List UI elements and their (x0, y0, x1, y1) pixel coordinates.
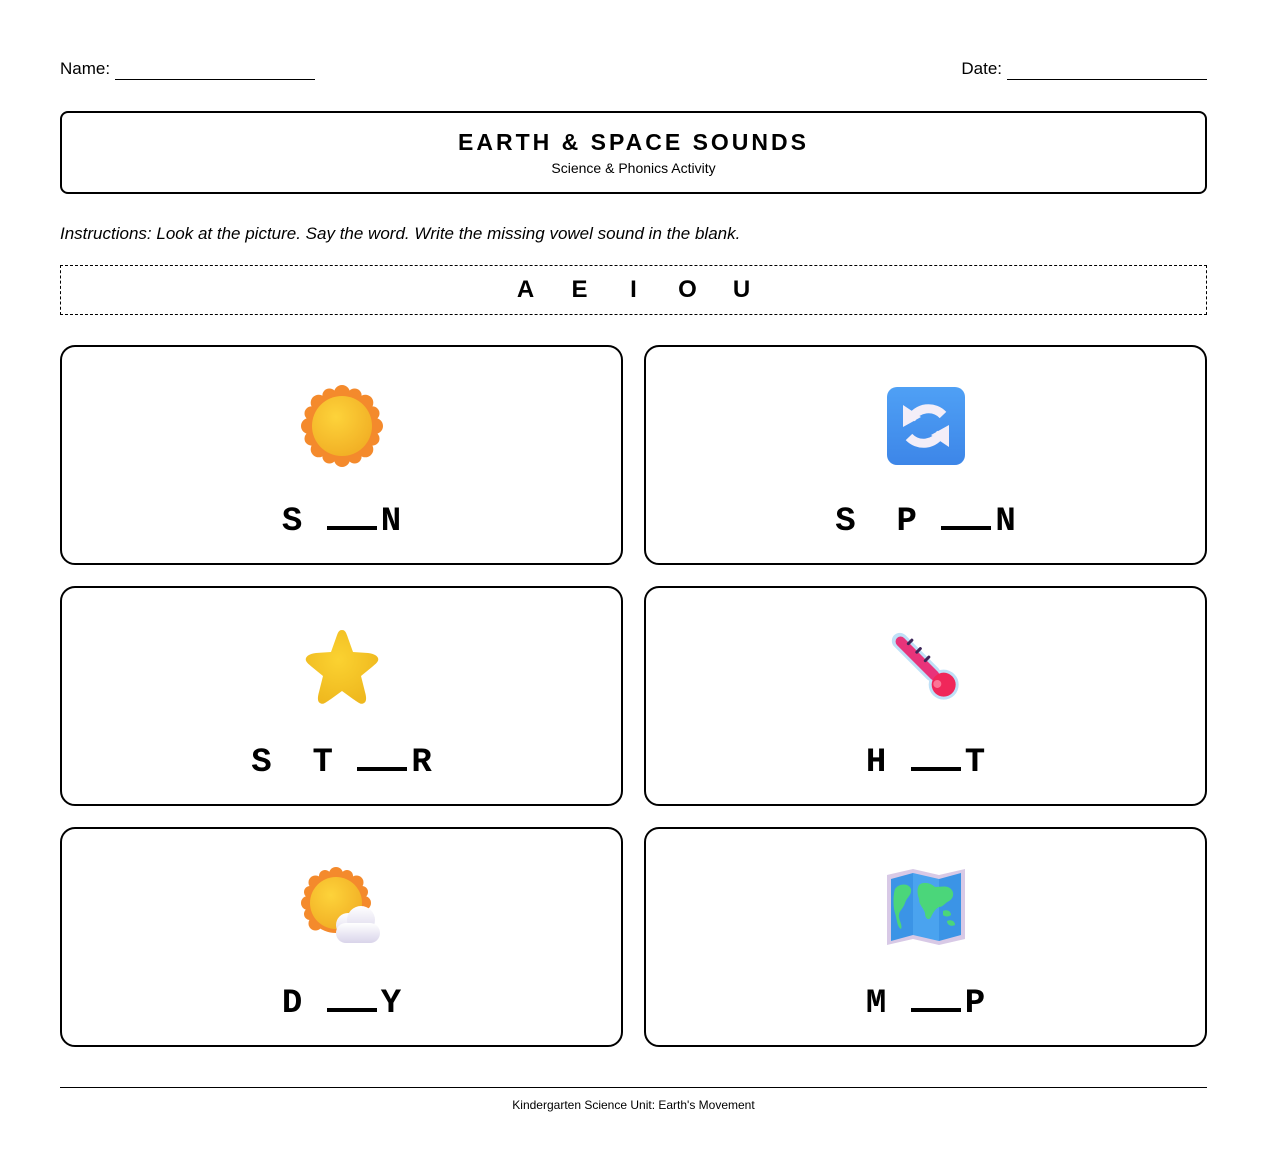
thermometer-icon (885, 626, 967, 708)
word-cards-grid (60, 345, 1207, 1047)
vowel-bank (60, 265, 1207, 315)
word-prefix: S T (251, 744, 354, 782)
sun-behind-cloud-icon (301, 867, 383, 949)
word-card-day (60, 827, 623, 1047)
spin-arrows-icon (885, 385, 967, 467)
vowel-e: E (571, 276, 588, 303)
footer-text: Kindergarten Science Unit: Earth's Movement (512, 1098, 755, 1112)
word-prefix: M (865, 985, 907, 1023)
word-card-spin (644, 345, 1207, 565)
word-card-star (60, 586, 623, 806)
word-prefix: H (865, 744, 907, 782)
name-blank-line[interactable] (115, 63, 315, 80)
word-puzzle (646, 984, 1205, 1024)
word-puzzle (62, 502, 621, 542)
star-icon (301, 626, 383, 708)
vowel-i: I (630, 276, 637, 303)
vowel-blank[interactable] (357, 743, 407, 771)
footer-divider (60, 1087, 1207, 1088)
page-title: EARTH & SPACE SOUNDS (458, 129, 809, 155)
vowel-blank[interactable] (911, 743, 961, 771)
title-box (60, 111, 1207, 194)
word-card-hot (644, 586, 1207, 806)
word-suffix: Y (380, 985, 402, 1023)
header-row (60, 58, 1207, 80)
instructions-text: Instructions: Look at the picture. Say the word. Write the missing vowel sound in the blank. (60, 224, 741, 243)
name-label: Name: (60, 59, 111, 78)
vowel-blank[interactable] (941, 502, 991, 530)
page-subtitle: Science & Phonics Activity (551, 160, 716, 176)
date-label: Date: (961, 59, 1002, 78)
word-suffix: N (380, 503, 402, 541)
word-suffix: R (411, 744, 432, 782)
word-suffix: P (964, 985, 986, 1023)
date-blank-line[interactable] (1007, 63, 1207, 80)
word-puzzle (646, 502, 1205, 542)
name-field (60, 58, 315, 80)
date-field (961, 58, 1207, 80)
world-map-icon (885, 867, 967, 949)
word-card-map (644, 827, 1207, 1047)
sun-icon (301, 385, 383, 467)
word-prefix: D (281, 985, 323, 1023)
word-puzzle (62, 984, 621, 1024)
vowel-blank[interactable] (327, 984, 377, 1012)
word-puzzle (646, 743, 1205, 783)
vowel-a: A (516, 276, 535, 303)
word-card-sun (60, 345, 623, 565)
word-prefix: S P (835, 503, 938, 541)
word-prefix: S (281, 503, 323, 541)
vowel-blank[interactable] (911, 984, 961, 1012)
word-suffix: N (995, 503, 1016, 541)
vowel-blank[interactable] (327, 502, 377, 530)
word-suffix: T (964, 744, 986, 782)
vowel-u: U (732, 276, 751, 303)
word-puzzle (62, 743, 621, 783)
vowel-o: O (678, 276, 697, 303)
